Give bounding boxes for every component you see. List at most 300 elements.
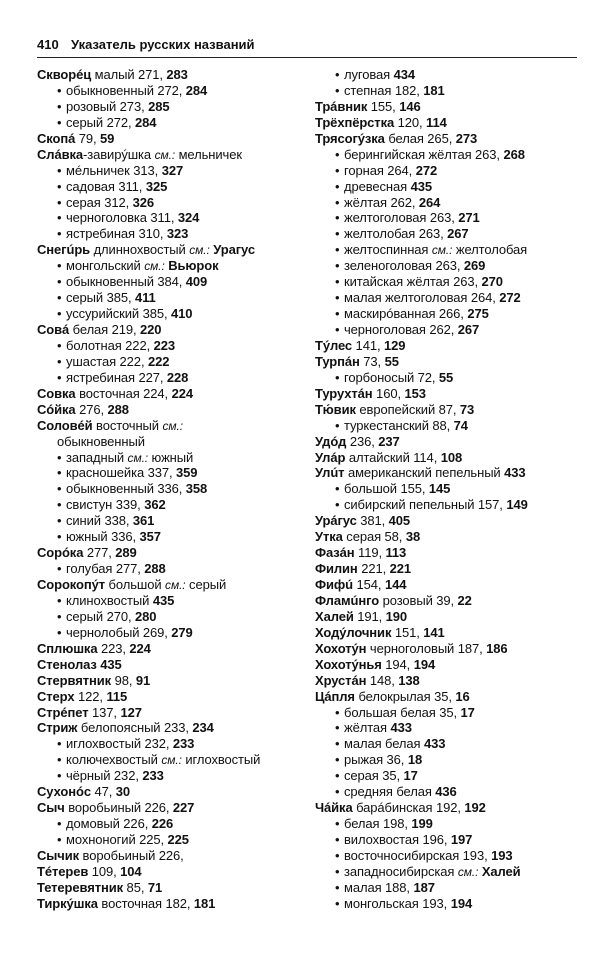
entry-text: 223, (97, 640, 130, 656)
entry-headword: Тетеревятник (37, 879, 124, 895)
index-subentry (315, 848, 585, 864)
index-entry-continuation (37, 434, 317, 450)
index-subentry (37, 99, 317, 115)
illustration-page-number: 181 (193, 895, 216, 911)
index-entry (37, 577, 317, 593)
illustration-page-number: 226 (151, 816, 174, 832)
entry-text: садовая 311, (66, 178, 146, 194)
illustration-page-number: 114 (426, 114, 447, 130)
entry-text: розовый 273, (66, 98, 149, 114)
entry-text: туркестанский 88, (344, 417, 454, 433)
index-entry (315, 673, 585, 689)
index-entry (37, 705, 317, 721)
see-reference: см.: (161, 753, 182, 768)
entry-headword: Тéтерев (37, 863, 89, 879)
illustration-page-number: 362 (144, 497, 166, 513)
illustration-page-number: 193 (491, 847, 513, 863)
entry-text: ястребиная 310, (66, 226, 167, 242)
entry-headword: Ходýлочник (315, 624, 392, 640)
entry-text: китайская жёлтая 263, (344, 274, 482, 290)
index-subentry (315, 258, 585, 274)
entry-text: западносибирская (344, 863, 458, 879)
index-subentry (37, 593, 317, 609)
index-subentry (315, 864, 585, 880)
entry-headword: Скопá (37, 130, 76, 146)
entry-text: колючехвостый (66, 752, 162, 768)
illustration-page-number: 186 (486, 640, 508, 656)
entry-text: чернолобый 269, (66, 624, 172, 640)
entry-text: синий 338, (66, 513, 133, 529)
entry-text: 148, (366, 672, 399, 688)
index-subentry (37, 115, 317, 131)
entry-text: болотная 222, (66, 337, 154, 353)
see-reference: см.: (144, 259, 165, 274)
entry-text: мéльничек 313, (66, 162, 162, 178)
index-subentry (37, 736, 317, 752)
index-subentry (37, 561, 317, 577)
entry-text: луговая (344, 67, 394, 82)
index-entry (37, 896, 317, 912)
entry-text: 109, (88, 863, 121, 879)
index-column-right (315, 67, 585, 912)
illustration-page-number: 115 (106, 688, 128, 704)
index-entry (37, 641, 317, 657)
illustration-page-number: 104 (120, 863, 142, 879)
entry-text: серая 312, (66, 194, 133, 210)
index-entry (315, 338, 585, 354)
entry-text: желтолобая 263, (344, 226, 448, 242)
entry-text: мохноногий 225, (66, 832, 168, 847)
illustration-page-number: 146 (399, 98, 421, 114)
entry-headword: Сплюшка (37, 640, 98, 656)
index-subentry (315, 481, 585, 497)
index-subentry (315, 816, 585, 832)
entry-text: южный 336, (66, 529, 140, 545)
index-subentry (37, 465, 317, 481)
entry-headword: Цáпля (315, 688, 355, 704)
index-entry (37, 864, 317, 880)
index-subentry (37, 768, 317, 784)
entry-text-tail: мельничек (175, 146, 242, 162)
entry-text: большой (105, 577, 166, 592)
illustration-page-number: 410 (171, 306, 193, 322)
entry-text: 236, (346, 433, 379, 449)
see-reference: см.: (154, 147, 176, 162)
index-entry (315, 800, 585, 816)
index-subentry (315, 370, 585, 386)
illustration-page-number: 411 (135, 290, 156, 306)
entry-text: розовый 39, (379, 592, 458, 608)
see-reference: см.: (431, 243, 453, 258)
index-subentry (315, 705, 585, 721)
entry-text: -завирýшка (83, 146, 155, 162)
illustration-page-number: 405 (388, 513, 411, 529)
entry-text: черноголовая 262, (344, 322, 458, 337)
index-entry (315, 561, 585, 577)
entry-headword: Халей (315, 608, 354, 624)
index-entry (37, 131, 317, 147)
see-reference: см.: (162, 418, 183, 433)
entry-headword: Улáр (315, 449, 346, 465)
index-entry (315, 465, 585, 481)
entry-text: 137, (88, 704, 121, 720)
index-entry (37, 242, 317, 258)
index-entry (315, 434, 585, 450)
illustration-page-number: 434 (393, 67, 416, 82)
entry-text: 120, (394, 114, 427, 130)
index-entry (315, 657, 585, 673)
index-entry (37, 545, 317, 561)
entry-headword: Стрéпет (37, 704, 89, 720)
illustration-page-number: 233 (172, 736, 195, 752)
entry-text: свистун 339, (66, 497, 145, 513)
index-subentry (315, 880, 585, 896)
entry-text: восточносибирская 193, (344, 847, 492, 863)
entry-text: маскирóванная 266, (344, 306, 468, 322)
illustration-page-number: 359 (176, 465, 198, 481)
index-entry (315, 354, 585, 370)
index-entry (37, 322, 317, 338)
entry-text: древесная (344, 178, 411, 194)
illustration-page-number: 74 (453, 417, 468, 433)
illustration-page-number: 194 (413, 656, 436, 672)
illustration-page-number: 228 (166, 369, 189, 385)
entry-text: обыкновенный 272, (66, 82, 186, 98)
index-subentry (37, 354, 317, 370)
entry-headword: Скворéц (37, 67, 92, 82)
index-subentry (315, 195, 585, 211)
entry-text: большой 155, (344, 481, 429, 497)
illustration-page-number: 127 (120, 704, 142, 720)
entry-text: белая 198, (344, 816, 412, 832)
index-entry (315, 593, 585, 609)
illustration-page-number: 268 (503, 146, 525, 162)
index-subentry (37, 258, 317, 274)
index-entry (315, 529, 585, 545)
index-subentry (315, 497, 585, 513)
entry-text: 85, (123, 879, 148, 895)
index-subentry (315, 290, 585, 306)
entry-text: малая 188, (344, 879, 414, 895)
illustration-page-number: 199 (411, 816, 433, 832)
entry-headword: Сóйка (37, 401, 76, 417)
entry-text: восточный (92, 417, 163, 433)
page-header (37, 35, 577, 58)
index-subentry (37, 210, 317, 226)
entry-text: воробьиный 226, (64, 800, 173, 816)
illustration-page-number: 38 (405, 529, 421, 545)
entry-text: барáбинская 192, (352, 800, 465, 816)
entry-text-tail: южный (148, 449, 194, 465)
index-subentry (315, 322, 585, 338)
entry-text: ушастая 222, (66, 353, 148, 369)
entry-text: ястребиная 227, (66, 369, 167, 385)
index-subentry (315, 768, 585, 784)
illustration-page-number: 113 (385, 545, 407, 561)
index-subentry (315, 896, 585, 912)
entry-headword: Совка (37, 385, 76, 401)
index-subentry (315, 274, 585, 290)
entry-text: уссурийский 385, (66, 306, 171, 322)
entry-text: 155, (367, 98, 400, 114)
index-subentry (315, 784, 585, 800)
entry-headword: Удóд (315, 433, 347, 449)
entry-text: горбоносый 72, (344, 369, 439, 385)
illustration-page-number: 267 (457, 322, 480, 337)
entry-headword: Фазáн (315, 545, 355, 561)
entry-text: черноголовка 311, (66, 210, 178, 226)
illustration-page-number: 283 (166, 67, 188, 82)
index-subentry (315, 163, 585, 179)
entry-text: восточная 182, (97, 895, 194, 911)
index-entry (37, 880, 317, 896)
index-entry (315, 386, 585, 402)
illustration-page-number: 270 (481, 274, 503, 290)
entry-text: 151, (391, 624, 424, 640)
entry-text: степная 182, (344, 82, 424, 98)
illustration-page-number: 433 (504, 465, 526, 481)
entry-headword: Филин (315, 561, 358, 577)
entry-text: серый 385, (66, 290, 135, 306)
index-subentry (315, 832, 585, 848)
index-subentry (37, 497, 317, 513)
entry-text: малый 271, (91, 67, 167, 82)
index-entry (315, 609, 585, 625)
index-subentry (315, 67, 585, 83)
illustration-page-number: 284 (135, 114, 157, 130)
illustration-page-number: 59 (100, 130, 115, 146)
illustration-page-number: 17 (460, 704, 475, 720)
index-entry (37, 386, 317, 402)
index-subentry (315, 210, 585, 226)
illustration-page-number: 108 (440, 449, 463, 465)
entry-headword: Трясогýзка (315, 130, 385, 146)
index-entry (315, 131, 585, 147)
index-subentry (37, 816, 317, 832)
illustration-page-number: 269 (463, 258, 486, 274)
illustration-page-number: 273 (455, 130, 478, 146)
entry-headword: Хохотýн (315, 640, 367, 656)
illustration-page-number: 71 (147, 879, 163, 895)
index-subentry (37, 306, 317, 322)
entry-text: 191, (353, 608, 386, 624)
entry-text: 154, (353, 577, 385, 592)
entry-headword: Сорокопýт (37, 577, 106, 592)
entry-text: 141, (352, 337, 384, 353)
index-subentry (37, 481, 317, 497)
cross-reference-target: Урагус (209, 242, 255, 258)
illustration-page-number: 224 (129, 640, 151, 656)
entry-text: иглохвостый 232, (66, 736, 173, 752)
illustration-page-number: 285 (148, 98, 170, 114)
illustration-page-number: 73 (459, 401, 475, 417)
entry-text: западный (66, 449, 128, 465)
illustration-page-number: 197 (450, 832, 473, 847)
entry-text: 160, (372, 385, 405, 401)
entry-headword: Хохотýнья (315, 656, 382, 672)
entry-text: малая белая (344, 736, 424, 752)
illustration-page-number: 358 (185, 481, 208, 497)
index-subentry (315, 752, 585, 768)
index-subentry (37, 529, 317, 545)
illustration-page-number: 144 (384, 577, 407, 592)
index-entry (37, 402, 317, 418)
entry-text: берингийская жёлтая 263, (344, 146, 504, 162)
index-subentry (315, 306, 585, 322)
illustration-page-number: 138 (398, 672, 420, 688)
index-subentry (315, 720, 585, 736)
illustration-page-number: 220 (140, 322, 162, 337)
entry-text: желтоголовая 263, (344, 210, 459, 226)
entry-text: вилохвостая 196, (344, 832, 451, 847)
entry-headword: Утка (315, 529, 343, 545)
illustration-page-number: 288 (144, 561, 166, 577)
illustration-page-number: 190 (385, 608, 408, 624)
illustration-page-number: 225 (167, 832, 189, 847)
entry-headword: Фифú (315, 577, 354, 592)
index-entry (315, 577, 585, 593)
index-entry (37, 418, 317, 434)
see-reference: см.: (165, 578, 186, 592)
index-subentry (37, 290, 317, 306)
illustration-page-number: 194 (450, 895, 473, 911)
index-entry (315, 99, 585, 115)
index-subentry (37, 226, 317, 242)
index-entry (37, 673, 317, 689)
illustration-page-number: 324 (177, 210, 200, 226)
entry-headword: Тýлес (315, 337, 353, 353)
illustration-page-number: 326 (132, 194, 155, 210)
entry-text: алтайский 114, (345, 449, 441, 465)
entry-headword: Сухонóс (37, 784, 91, 800)
illustration-page-number: 181 (423, 82, 445, 98)
entry-text: большая белая 35, (344, 704, 461, 720)
illustration-page-number: 284 (185, 82, 208, 98)
entry-headword: Снегúрь (37, 242, 91, 258)
illustration-page-number: 91 (135, 672, 151, 688)
illustration-page-number: 227 (172, 800, 195, 816)
entry-headword: Стенолаз (37, 656, 97, 672)
index-subentry (37, 163, 317, 179)
entry-headword: Турпáн (315, 353, 360, 369)
illustration-page-number: 323 (166, 226, 189, 242)
index-entry (37, 689, 317, 705)
entry-text: малая желтоголовая 264, (344, 290, 500, 306)
index-entry (37, 657, 317, 673)
illustration-page-number: 433 (424, 736, 446, 752)
entry-text-tail: желтолобая (452, 242, 528, 258)
entry-text: европейский 87, (355, 401, 460, 417)
see-reference: см.: (127, 450, 149, 465)
entry-text: серый 272, (66, 114, 135, 130)
entry-headword: Стерх (37, 688, 75, 704)
index-subentry (37, 752, 317, 768)
entry-headword: Чáйка (315, 800, 353, 816)
entry-headword: Тиркýшка (37, 895, 98, 911)
index-entry (37, 147, 317, 163)
illustration-page-number: 16 (455, 688, 470, 704)
entry-text: 276, (75, 401, 108, 417)
entry-text: зеленоголовая 263, (344, 258, 464, 274)
entry-text: красношейка 337, (66, 465, 177, 481)
index-entry (315, 641, 585, 657)
index-subentry (315, 418, 585, 434)
illustration-page-number: 280 (135, 608, 157, 624)
see-reference: см.: (189, 243, 210, 258)
entry-headword: Тю́вик (315, 401, 356, 417)
entry-text: голубая 277, (66, 561, 145, 577)
entry-headword: Хрустáн (315, 672, 367, 688)
index-entry (315, 513, 585, 529)
entry-text: серая 58, (342, 529, 406, 545)
entry-text: желтоспинная (344, 242, 432, 258)
index-subentry (37, 513, 317, 529)
entry-text: рыжая 36, (344, 752, 408, 768)
index-subentry (37, 370, 317, 386)
illustration-page-number: 357 (139, 529, 161, 545)
index-entry (37, 800, 317, 816)
index-subentry (37, 450, 317, 466)
illustration-page-number: 288 (107, 401, 129, 417)
illustration-page-number: 187 (413, 879, 435, 895)
illustration-page-number: 222 (147, 353, 170, 369)
illustration-page-number: 435 (152, 592, 175, 608)
index-entry (315, 115, 585, 131)
illustration-page-number: 129 (383, 337, 406, 353)
entry-text: черноголовый 187, (366, 640, 487, 656)
illustration-page-number: 409 (185, 274, 208, 290)
illustration-page-number: 22 (457, 592, 472, 608)
entry-headword: Слáвка (37, 146, 84, 162)
index-entry (315, 402, 585, 418)
entry-text: 119, (354, 545, 386, 561)
illustration-page-number: 327 (161, 162, 184, 178)
entry-text: обыкновенный (57, 433, 145, 449)
entry-text: восточная 224, (75, 385, 172, 401)
illustration-page-number: 325 (145, 178, 168, 194)
illustration-page-number: 145 (428, 481, 451, 497)
illustration-page-number: 141 (423, 624, 445, 640)
running-title: Указатель русских названий (71, 37, 255, 52)
entry-text: американский пепельный (344, 465, 505, 481)
entry-text: 221, (357, 561, 390, 577)
entry-headword: Сыч (37, 800, 65, 816)
entry-text: 73, (359, 353, 385, 369)
illustration-page-number: 237 (378, 433, 400, 449)
index-subentry (315, 147, 585, 163)
illustration-page-number: 264 (418, 194, 441, 210)
entry-text: клинохвостый (66, 592, 153, 608)
entry-text: 47, (90, 784, 116, 800)
index-subentry (37, 195, 317, 211)
illustration-page-number: 224 (171, 385, 193, 401)
index-subentry (315, 226, 585, 242)
entry-headword: Соловéй (37, 417, 93, 433)
entry-text: белокрылая 35, (354, 688, 456, 704)
entry-text: горная 264, (344, 162, 416, 178)
entry-headword: Сычик (37, 847, 80, 863)
illustration-page-number: 30 (115, 784, 131, 800)
index-subentry (37, 832, 317, 848)
cross-reference-target: Халей (478, 863, 521, 879)
page-number: 410 (37, 37, 59, 52)
entry-text-tail: серый (185, 577, 227, 592)
entry-text: воробьиный 226, (79, 847, 184, 863)
index-subentry (37, 83, 317, 99)
entry-text: 381, (356, 513, 389, 529)
index-subentry (315, 242, 585, 258)
illustration-page-number: 361 (132, 513, 155, 529)
